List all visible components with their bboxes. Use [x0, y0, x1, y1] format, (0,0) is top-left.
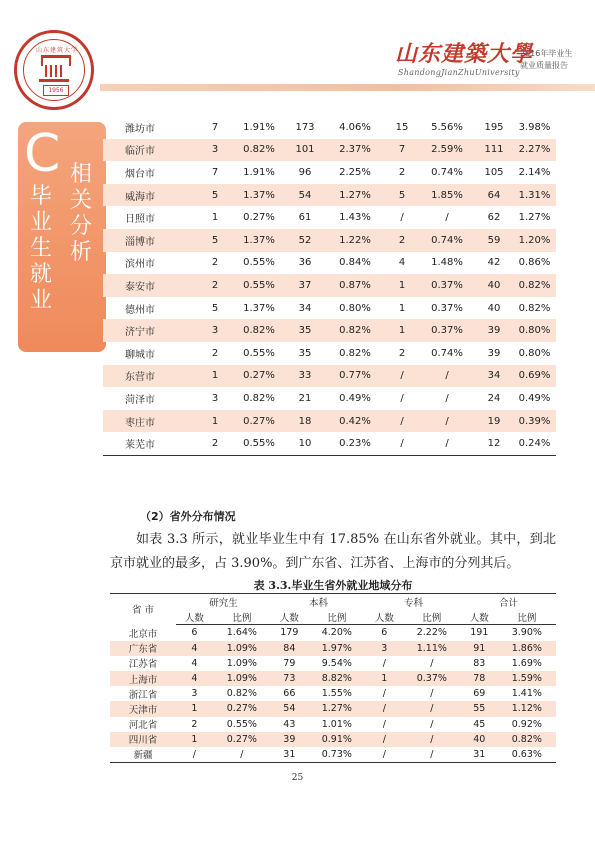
university-brand-english: ShandongJianZhuUniversity [398, 68, 520, 77]
value-cell: 0.55% [226, 718, 257, 730]
value-cell: 2.25% [339, 166, 371, 178]
value-cell: / [366, 701, 403, 716]
page-number: 25 [291, 773, 304, 783]
value-cell: 0.69% [513, 365, 556, 388]
side-char: 业 [29, 288, 52, 313]
value-cell: 19 [475, 410, 513, 433]
table-row [103, 252, 556, 275]
value-cell: 0.27% [233, 365, 285, 388]
value-cell: 4 [176, 641, 213, 656]
value-cell: 52 [285, 229, 325, 252]
value-cell: 2.22% [416, 627, 447, 639]
report-title-line2: 就业质量报告 [520, 61, 568, 70]
table-row [103, 319, 556, 342]
value-cell: 1.85% [419, 184, 475, 207]
university-seal-logo [14, 30, 94, 110]
header-cell-graduate: 研究生 [176, 594, 271, 610]
value-cell: 0.73% [308, 747, 366, 763]
value-cell: 40 [461, 732, 498, 747]
value-cell: 0.37% [419, 274, 475, 297]
subheader-cell: 比例 [498, 609, 556, 625]
province-cell: 浙江省 [128, 689, 158, 701]
value-cell: 1.12% [498, 701, 556, 716]
value-cell: 0.37% [403, 671, 461, 686]
value-cell: 1 [197, 410, 233, 433]
side-tab-column-right [68, 162, 94, 266]
table-caption: 表 3.3.毕业生省外就业地域分布 [253, 579, 413, 592]
value-cell: 0.82% [518, 302, 551, 314]
value-cell: 0.37% [419, 319, 475, 342]
value-cell: 39 [271, 732, 308, 747]
value-cell: 5 [385, 184, 419, 207]
city-cell: 潍坊市 [125, 123, 155, 135]
value-cell: 91 [461, 641, 498, 656]
side-char: 生 [29, 236, 52, 261]
value-cell: 59 [475, 229, 513, 252]
header-cell-total: 合计 [461, 594, 556, 610]
value-cell: 2 [191, 718, 198, 730]
value-cell: 84 [271, 641, 308, 656]
table-row [110, 671, 556, 686]
value-cell: / [430, 657, 434, 669]
value-cell: 1.31% [513, 184, 556, 207]
value-cell: 3 [197, 139, 233, 162]
value-cell: 2 [211, 347, 219, 359]
value-cell: 0.77% [325, 365, 385, 388]
in-province-city-table-body [103, 116, 556, 455]
table-row [103, 139, 556, 162]
value-cell: 0.82% [339, 347, 371, 359]
value-cell: 4.20% [321, 627, 352, 639]
subheader-cell: 人数 [366, 609, 403, 625]
side-char: 就 [29, 262, 52, 287]
table-row [103, 274, 556, 297]
value-cell: 173 [295, 121, 315, 133]
value-cell: / [419, 365, 475, 388]
value-cell: 3.98% [518, 121, 551, 133]
value-cell: 1.11% [403, 641, 461, 656]
header-cell-college: 专科 [366, 594, 461, 610]
header-cell-province: 省 市 [110, 594, 176, 625]
value-cell: 1.37% [243, 302, 275, 314]
value-cell: 2 [385, 229, 419, 252]
value-cell: 39 [487, 347, 501, 359]
value-cell: / [400, 392, 404, 404]
value-cell: 0.82% [226, 688, 257, 700]
report-title-line1: 2016年毕业生 [520, 49, 573, 58]
chapter-letter: C [24, 124, 61, 184]
value-cell: 66 [283, 688, 296, 700]
value-cell: 111 [475, 139, 513, 162]
value-cell: 0.55% [243, 257, 275, 269]
value-cell: 1 [211, 212, 219, 224]
value-cell: 0.27% [213, 732, 271, 747]
report-title [520, 48, 580, 72]
value-cell: 0.80% [339, 302, 371, 314]
value-cell: / [382, 657, 386, 669]
value-cell: 0.74% [431, 347, 463, 359]
value-cell: / [403, 732, 461, 747]
value-cell: 0.82% [243, 392, 275, 404]
value-cell: 0.82% [498, 732, 556, 747]
value-cell: / [176, 747, 213, 763]
value-cell: 55 [461, 701, 498, 716]
value-cell: 1.09% [213, 671, 271, 686]
province-cell: 广东省 [110, 641, 176, 656]
value-cell: 18 [285, 410, 325, 433]
value-cell: 0.82% [233, 139, 285, 162]
value-cell: 0.55% [243, 347, 275, 359]
value-cell: 0.92% [511, 718, 542, 730]
value-cell: 7 [385, 139, 419, 162]
value-cell: 64 [475, 184, 513, 207]
side-char: 分 [69, 214, 92, 239]
province-cell: 北京市 [128, 628, 158, 640]
subheader-cell: 比例 [403, 609, 461, 625]
value-cell: 8.82% [308, 671, 366, 686]
value-cell: 1.27% [518, 212, 551, 224]
section-paragraph: 如表 3.3 所示，就业毕业生中有 17.85% 在山东省外就业。其中，到北京市就业的最多，占 3.90%。到广东省、江苏省、上海市的分列其后。 [110, 532, 556, 571]
table-row [103, 432, 556, 455]
table-row [110, 656, 556, 671]
value-cell: 37 [285, 274, 325, 297]
value-cell: 1.37% [233, 184, 285, 207]
value-cell: 3 [211, 392, 219, 404]
province-cell: 河北省 [128, 720, 158, 732]
value-cell: 45 [473, 718, 486, 730]
province-cell: 新疆 [110, 747, 176, 763]
value-cell: 3 [366, 641, 403, 656]
value-cell: / [366, 747, 403, 763]
value-cell: 0.91% [308, 732, 366, 747]
value-cell: 2 [398, 166, 406, 178]
out-of-province-table [110, 593, 556, 763]
value-cell: 0.23% [325, 432, 385, 455]
table-subheader-row [110, 609, 556, 625]
subheader-cell: 比例 [213, 609, 271, 625]
value-cell: / [366, 732, 403, 747]
value-cell: 54 [285, 184, 325, 207]
value-cell: 3 [197, 319, 233, 342]
side-char: 相 [69, 162, 92, 187]
value-cell: 79 [283, 657, 296, 669]
table-row [103, 387, 556, 410]
seal-building-icon [39, 55, 69, 82]
value-cell: 101 [285, 139, 325, 162]
value-cell: 78 [461, 671, 498, 686]
value-cell: 0.80% [518, 347, 551, 359]
value-cell: 1.69% [511, 657, 542, 669]
value-cell: 5.56% [431, 121, 463, 133]
value-cell: 0.37% [431, 302, 463, 314]
value-cell: / [403, 701, 461, 716]
value-cell: 1.22% [325, 229, 385, 252]
value-cell: 2.37% [325, 139, 385, 162]
value-cell: 1.01% [321, 718, 352, 730]
value-cell: / [400, 212, 404, 224]
university-brand-name: 山东建築大學 [395, 41, 534, 67]
header-divider [100, 84, 595, 91]
value-cell: 191 [470, 627, 489, 639]
value-cell: 0.49% [339, 392, 371, 404]
province-cell: 江苏省 [128, 659, 158, 671]
value-cell: / [430, 688, 434, 700]
value-cell: 35 [285, 319, 325, 342]
value-cell: 105 [484, 166, 504, 178]
value-cell: 1.43% [339, 212, 371, 224]
value-cell: 61 [298, 212, 312, 224]
value-cell: 1.97% [308, 641, 366, 656]
value-cell: 34 [298, 302, 312, 314]
city-cell: 烟台市 [125, 168, 155, 180]
city-cell: 枣庄市 [103, 410, 197, 433]
value-cell: 73 [271, 671, 308, 686]
table-row [110, 732, 556, 747]
table-row [103, 116, 556, 139]
value-cell: 1.41% [511, 688, 542, 700]
value-cell: 54 [271, 701, 308, 716]
value-cell: 10 [285, 432, 325, 455]
table-row [110, 717, 556, 732]
table-row [103, 206, 556, 229]
subheader-cell: 人数 [461, 609, 498, 625]
city-cell: 威海市 [103, 184, 197, 207]
value-cell: 1.09% [226, 657, 257, 669]
value-cell: 1.20% [513, 229, 556, 252]
value-cell: / [445, 392, 449, 404]
value-cell: 1.64% [226, 627, 257, 639]
value-cell: 0.82% [513, 274, 556, 297]
side-char: 业 [29, 210, 52, 235]
table-row [103, 184, 556, 207]
table-row [110, 747, 556, 763]
value-cell: 1.91% [243, 121, 275, 133]
in-province-city-table [103, 116, 556, 456]
table-row [110, 701, 556, 716]
value-cell: 34 [475, 365, 513, 388]
value-cell: / [385, 432, 419, 455]
city-cell: 菏泽市 [125, 394, 155, 406]
section-subheading: （2）省外分布情况 [140, 510, 236, 523]
subheader-cell: 比例 [308, 609, 366, 625]
value-cell: 31 [271, 747, 308, 763]
value-cell: 5 [197, 184, 233, 207]
value-cell: 0.86% [518, 257, 551, 269]
value-cell: 0.87% [325, 274, 385, 297]
value-cell: 33 [285, 365, 325, 388]
value-cell: 1.55% [321, 688, 352, 700]
value-cell: 2.59% [419, 139, 475, 162]
value-cell: 4 [398, 257, 406, 269]
value-cell: 1 [398, 302, 406, 314]
table-row [110, 686, 556, 701]
value-cell: 7 [211, 121, 219, 133]
city-cell: 滨州市 [125, 259, 155, 271]
value-cell: 1 [366, 671, 403, 686]
value-cell: 4 [191, 657, 198, 669]
value-cell: 35 [298, 347, 312, 359]
value-cell: / [419, 410, 475, 433]
value-cell: / [445, 212, 449, 224]
value-cell: 0.84% [339, 257, 371, 269]
value-cell: 40 [475, 274, 513, 297]
header-cell-undergrad: 本科 [271, 594, 366, 610]
province-cell: 天津市 [110, 701, 176, 716]
city-cell: 泰安市 [103, 274, 197, 297]
side-tab-column-left [28, 184, 54, 314]
value-cell: 96 [298, 166, 312, 178]
out-of-province-table-body [110, 594, 556, 763]
value-cell: 1.48% [431, 257, 463, 269]
value-cell: / [403, 747, 461, 763]
table-row [103, 342, 556, 365]
side-char: 析 [69, 240, 92, 265]
value-cell: 2.14% [518, 166, 551, 178]
city-cell: 东营市 [103, 365, 197, 388]
value-cell: / [419, 432, 475, 455]
value-cell: 1 [385, 274, 419, 297]
value-cell: 195 [484, 121, 504, 133]
value-cell: 3.90% [511, 627, 542, 639]
value-cell: 0.42% [325, 410, 385, 433]
value-cell: 12 [475, 432, 513, 455]
value-cell: 39 [475, 319, 513, 342]
value-cell: 83 [473, 657, 486, 669]
value-cell: 0.63% [498, 747, 556, 763]
city-cell: 日照市 [125, 214, 155, 226]
value-cell: 31 [461, 747, 498, 763]
table-row [103, 297, 556, 320]
value-cell: 0.27% [243, 212, 275, 224]
value-cell: 1.59% [498, 671, 556, 686]
value-cell: 0.24% [513, 432, 556, 455]
value-cell: 1.27% [325, 184, 385, 207]
side-char: 毕 [29, 184, 52, 209]
value-cell: 0.82% [233, 319, 285, 342]
value-cell: 1.91% [243, 166, 275, 178]
value-cell: 0.74% [419, 229, 475, 252]
value-cell: 40 [487, 302, 501, 314]
city-cell: 淄博市 [103, 229, 197, 252]
value-cell: 3 [191, 688, 198, 700]
value-cell: / [382, 688, 386, 700]
value-cell: 1 [385, 319, 419, 342]
value-cell: 21 [298, 392, 312, 404]
table-header-row [110, 594, 556, 610]
value-cell: 24 [487, 392, 501, 404]
value-cell: 4 [176, 671, 213, 686]
table-row [110, 625, 556, 641]
value-cell: 6 [381, 627, 388, 639]
value-cell: 1.37% [233, 229, 285, 252]
value-cell: 0.39% [513, 410, 556, 433]
province-cell: 四川省 [110, 732, 176, 747]
value-cell: / [382, 718, 386, 730]
value-cell: 0.49% [518, 392, 551, 404]
value-cell: 43 [283, 718, 296, 730]
value-cell: 69 [473, 688, 486, 700]
seal-year: 1956 [43, 85, 69, 96]
value-cell: 42 [487, 257, 501, 269]
province-cell: 上海市 [110, 671, 176, 686]
value-cell: 4.06% [339, 121, 371, 133]
table-row [103, 410, 556, 433]
value-cell: / [430, 718, 434, 730]
subheader-cell: 人数 [271, 609, 308, 625]
value-cell: 0.55% [233, 432, 285, 455]
value-cell: 5 [197, 229, 233, 252]
table-row [103, 229, 556, 252]
city-cell: 莱芜市 [103, 432, 197, 455]
value-cell: 1.27% [308, 701, 366, 716]
side-char: 关 [69, 188, 92, 213]
table-row [103, 161, 556, 184]
value-cell: 2 [197, 274, 233, 297]
value-cell: 0.55% [233, 274, 285, 297]
value-cell: 0.27% [233, 410, 285, 433]
value-cell: 2 [211, 257, 219, 269]
value-cell: / [213, 747, 271, 763]
value-cell: 62 [487, 212, 501, 224]
value-cell: 0.27% [213, 701, 271, 716]
value-cell: / [385, 365, 419, 388]
value-cell: 6 [191, 627, 198, 639]
value-cell: 2.27% [513, 139, 556, 162]
value-cell: 15 [395, 121, 409, 133]
chapter-side-tab [18, 122, 106, 352]
value-cell: 179 [280, 627, 299, 639]
value-cell: 1 [176, 701, 213, 716]
value-cell: 2 [197, 432, 233, 455]
city-cell: 聊城市 [125, 349, 155, 361]
value-cell: 5 [211, 302, 219, 314]
value-cell: 7 [211, 166, 219, 178]
value-cell: 1.86% [498, 641, 556, 656]
value-cell: 36 [298, 257, 312, 269]
seal-text: 山东建筑大学 [35, 47, 78, 54]
value-cell: / [385, 410, 419, 433]
table-row [103, 365, 556, 388]
value-cell: 0.74% [431, 166, 463, 178]
value-cell: 0.82% [325, 319, 385, 342]
value-cell: 9.54% [321, 657, 352, 669]
value-cell: 1.09% [213, 641, 271, 656]
value-cell: 2 [398, 347, 406, 359]
subheader-cell: 人数 [176, 609, 213, 625]
value-cell: 0.80% [513, 319, 556, 342]
city-cell: 临沂市 [103, 139, 197, 162]
value-cell: 1 [197, 365, 233, 388]
city-cell: 德州市 [125, 304, 155, 316]
value-cell: 1 [176, 732, 213, 747]
city-cell: 济宁市 [103, 319, 197, 342]
table-row [110, 641, 556, 656]
